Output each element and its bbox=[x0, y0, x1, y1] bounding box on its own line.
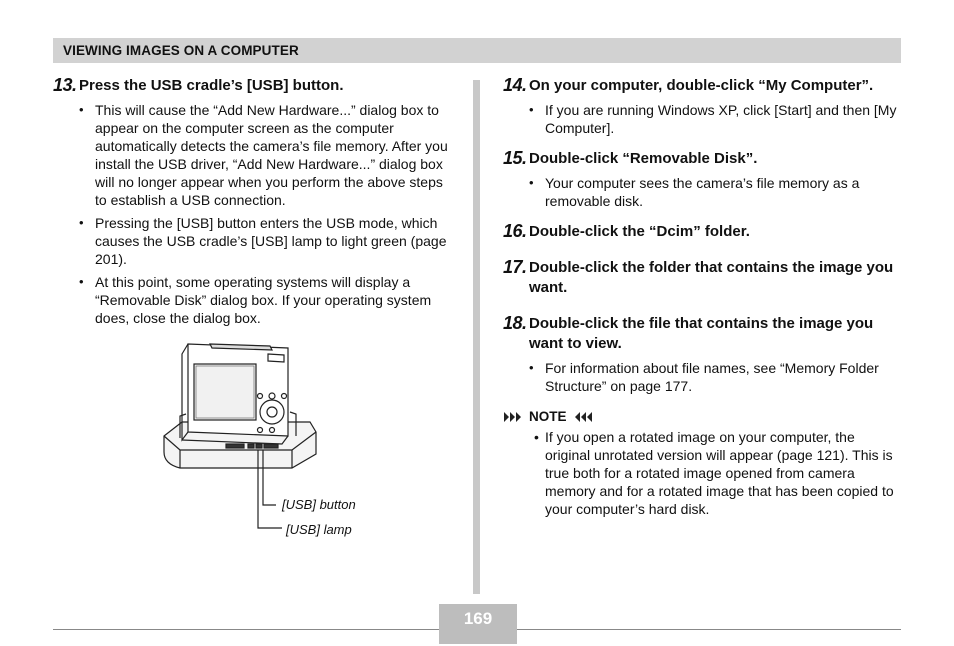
step-title: Double-click “Removable Disk”. bbox=[529, 150, 758, 167]
step-number: 16. bbox=[503, 221, 527, 241]
usb-button-callout: [USB] button bbox=[282, 497, 356, 512]
bullet-list bbox=[529, 101, 901, 137]
step-title: On your computer, double-click “My Computer”. bbox=[529, 77, 874, 94]
column-divider bbox=[473, 80, 480, 594]
step-13 bbox=[53, 76, 458, 327]
usb-lamp-callout: [USB] lamp bbox=[286, 522, 352, 537]
step-title: Press the USB cradle’s [USB] button. bbox=[79, 77, 344, 94]
camera-cradle-illustration bbox=[160, 340, 420, 550]
bullet-list bbox=[79, 101, 458, 327]
list-item: • This will cause the “Add New Hardware...” dialog box to appear on the computer screen as the computer automatically detects the camera’s file memory. After you install the USB driver, “Add New Hardware...” dialog box will no longer appear when you perform the above steps to establish a USB connection. bbox=[79, 101, 458, 209]
bullet-list bbox=[529, 359, 901, 395]
right-column bbox=[503, 76, 901, 518]
note-label: NOTE bbox=[529, 409, 567, 424]
step-number: 18. bbox=[503, 313, 527, 333]
bullet-dot: • bbox=[534, 429, 539, 445]
note-right-marker-icon bbox=[573, 411, 593, 423]
step-title: Double-click the “Dcim” folder. bbox=[529, 223, 750, 240]
step-number: 14. bbox=[503, 75, 527, 95]
list-item: • At this point, some operating systems will display a “Removable Disk” dialog box. If your operating system does, close the dialog box. bbox=[79, 273, 458, 327]
bullet-list bbox=[529, 174, 901, 210]
note-text: If you open a rotated image on your computer, the original unrotated version will appear (page 121). This is true both for a rotated image opened from camera memory and for a rotated image that has been copied to your computer’s hard disk. bbox=[545, 429, 894, 517]
note-heading bbox=[503, 409, 901, 424]
note-left-marker-icon bbox=[503, 411, 523, 423]
note-body bbox=[503, 428, 901, 518]
page-number-box bbox=[439, 604, 517, 644]
left-column bbox=[53, 76, 458, 339]
section-header-bar bbox=[53, 38, 901, 63]
list-item: • Your computer sees the camera’s file memory as a removable disk. bbox=[529, 174, 901, 210]
step-title: Double-click the folder that contains the image you want. bbox=[529, 259, 894, 296]
list-item: • For information about file names, see “Memory Folder Structure” on page 177. bbox=[529, 359, 901, 395]
step-18 bbox=[503, 314, 901, 395]
step-15 bbox=[503, 149, 901, 210]
step-number: 17. bbox=[503, 257, 527, 277]
page-number: 169 bbox=[463, 609, 493, 628]
step-title: Double-click the file that contains the image you want to view. bbox=[529, 315, 874, 352]
step-17 bbox=[503, 258, 901, 298]
step-14 bbox=[503, 76, 901, 137]
list-item: • If you are running Windows XP, click [Start] and then [My Computer]. bbox=[529, 101, 901, 137]
camera-on-cradle-icon bbox=[160, 340, 420, 550]
step-16 bbox=[503, 222, 901, 242]
step-number: 13. bbox=[53, 75, 77, 95]
step-number: 15. bbox=[503, 148, 527, 168]
list-item: • Pressing the [USB] button enters the USB mode, which causes the USB cradle’s [USB] lamp to light green (page 201). bbox=[79, 214, 458, 268]
section-title: VIEWING IMAGES ON A COMPUTER bbox=[63, 43, 299, 58]
